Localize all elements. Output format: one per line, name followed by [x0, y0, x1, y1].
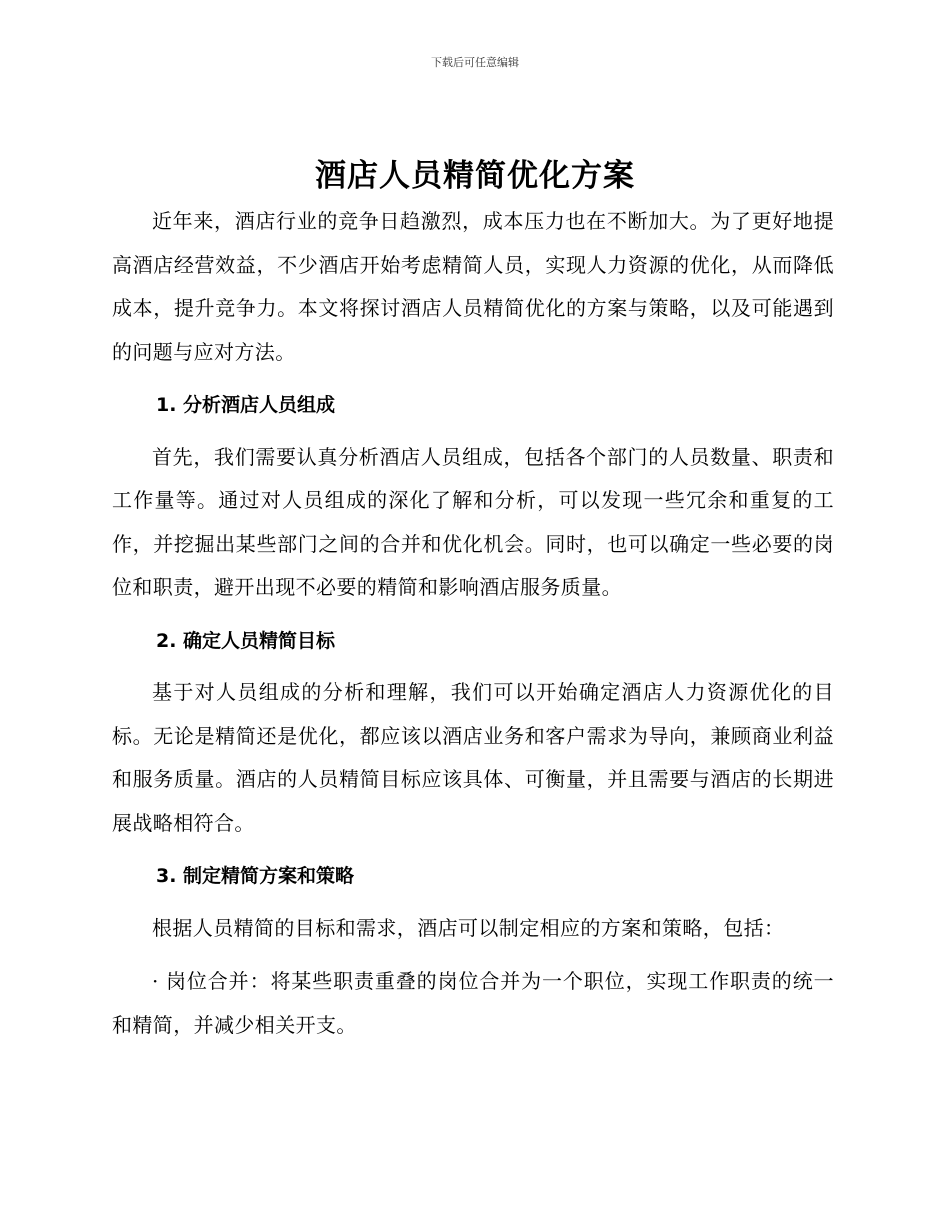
- section-heading-3: 3. 制定精简方案和策略: [156, 865, 355, 887]
- document-title: 酒店人员精简优化方案: [315, 158, 635, 194]
- section-body-2: 基于对人员组成的分析和理解，我们可以开始确定酒店人力资源优化的目标。无论是精简还是优化，都应该以酒店业务和客户需求为导向，兼顾商业利益和服务质量。酒店的人员精简目标应该具体、可衡量，并且需要与酒店的长期进展战略相符合。: [112, 680, 834, 835]
- section-heading-1: 1. 分析酒店人员组成: [156, 394, 336, 416]
- header-note: 下载后可任意编辑: [431, 56, 519, 69]
- document-body: [112, 200, 834, 1047]
- section-body-3: 根据人员精简的目标和需求，酒店可以制定相应的方案和策略，包括：: [152, 915, 785, 940]
- intro-paragraph: 近年来，酒店行业的竞争日趋激烈，成本压力也在不断加大。为了更好地提高酒店经营效益，不少酒店开始考虑精简人员，实现人力资源的优化，从而降低成本，提升竞争力。本文将探讨酒店人员精简优化的方案与策略，以及可能遇到的问题与应对方法。: [112, 209, 834, 364]
- bullet-item: · 岗位合并：将某些职责重叠的岗位合并为一个职位，实现工作职责的统一和精简，并减少相关开支。: [112, 969, 834, 1037]
- section-heading-2: 2. 确定人员精简目标: [156, 629, 336, 652]
- section-body-1: 首先，我们需要认真分析酒店人员组成，包括各个部门的人员数量、职责和工作量等。通过对人员组成的深化了解和分析，可以发现一些冗余和重复的工作，并挖掘出某些部门之间的合并和优化机会。同时，也可以确定一些必要的岗位和职责，避开出现不必要的精简和影响酒店服务质量。: [112, 444, 834, 599]
